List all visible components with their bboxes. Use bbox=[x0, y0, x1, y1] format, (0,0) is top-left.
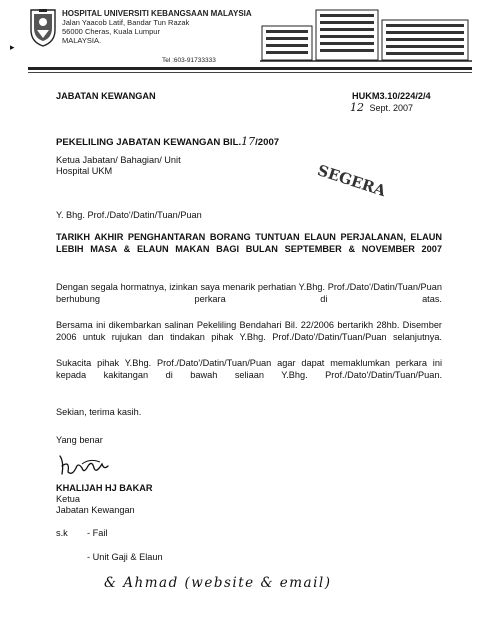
letterhead-rule-thin bbox=[28, 72, 472, 73]
margin-bullet: ▸ bbox=[10, 42, 15, 52]
printed-month-year: Sept. 2007 bbox=[369, 103, 414, 113]
paragraph: Bersama ini dikembarkan salinan Pekeliling Bendahari Bil. 22/2006 bertarikh 28hb. Disember 2006 untuk rujukan dan tindakan pihak Y.Bhg. Prof./Dato'/Datin/Tuan/Puan selanjutnya. bbox=[56, 320, 442, 342]
recipient-line: Hospital UKM bbox=[56, 166, 113, 176]
address-line: Jalan Yaacob Latif, Bandar Tun Razak bbox=[62, 18, 190, 27]
subject-heading: TARIKH AKHIR PENGHANTARAN BORANG TUNTUAN ELAUN PERJALANAN, ELAUN LEBIH MASA & ELAUN MAKAN BAGI BULAN SEPTEMBER & NOVEMBER 2007 bbox=[56, 232, 442, 254]
reference-number: HUKM3.10/224/2/4 bbox=[352, 91, 431, 101]
sign-off: Yang benar bbox=[56, 435, 103, 445]
letter-date bbox=[350, 101, 413, 114]
handwritten-circular-number: 17 bbox=[241, 135, 256, 148]
closing: Sekian, terima kasih. bbox=[56, 407, 142, 417]
signatory-position: Ketua bbox=[56, 494, 81, 504]
telephone: Tel :603-91733333 bbox=[162, 57, 216, 64]
recipient-line: Ketua Jabatan/ Bahagian/ Unit bbox=[56, 155, 181, 165]
signatory-name: KHALIJAH HJ BAKAR bbox=[56, 483, 153, 493]
cc-item: - Unit Gaji & Elaun bbox=[87, 552, 163, 562]
stamp-text: SEGERA bbox=[315, 161, 389, 201]
cc-item: - Fail bbox=[87, 528, 108, 538]
letterhead-address bbox=[62, 9, 252, 45]
university-crest-icon bbox=[28, 8, 58, 48]
address-line: 56000 Cheras, Kuala Lumpur bbox=[62, 27, 160, 36]
hospital-building-icon bbox=[260, 6, 472, 64]
cc-label: s.k bbox=[56, 528, 68, 538]
circular-suffix: /2007 bbox=[255, 137, 280, 148]
paragraph: Sukacita pihak Y.Bhg. Prof./Dato'/Datin/Tuan/Puan agar dapat memaklumkan perkara ini kepada kakitangan di bawah seliaan Y.Bhg. Prof./Dato'/Datin/Tuan/Puan. bbox=[56, 358, 442, 380]
circular-prefix: PEKELILING JABATAN KEWANGAN BIL. bbox=[56, 137, 242, 148]
handwritten-signature-icon bbox=[56, 452, 116, 480]
institution-name: HOSPITAL UNIVERSITI KEBANGSAAN MALAYSIA bbox=[62, 9, 252, 18]
address-line: MALAYSIA. bbox=[62, 36, 102, 45]
paragraph: Dengan segala hormatnya, izinkan saya menarik perhatian Y.Bhg. Prof./Dato'/Datin/Tuan/Puan berhubung perkara di atas. bbox=[56, 282, 442, 304]
salutation: Y. Bhg. Prof./Dato'/Datin/Tuan/Puan bbox=[56, 210, 202, 220]
letterhead-rule bbox=[28, 67, 472, 70]
department-heading: JABATAN KEWANGAN bbox=[56, 91, 156, 101]
segera-stamp-icon bbox=[308, 160, 389, 201]
signatory-department: Jabatan Kewangan bbox=[56, 505, 135, 515]
handwritten-note: & Ahmad (website & email) bbox=[104, 575, 332, 591]
handwritten-day: 12 bbox=[350, 101, 364, 114]
circular-title bbox=[56, 135, 279, 148]
